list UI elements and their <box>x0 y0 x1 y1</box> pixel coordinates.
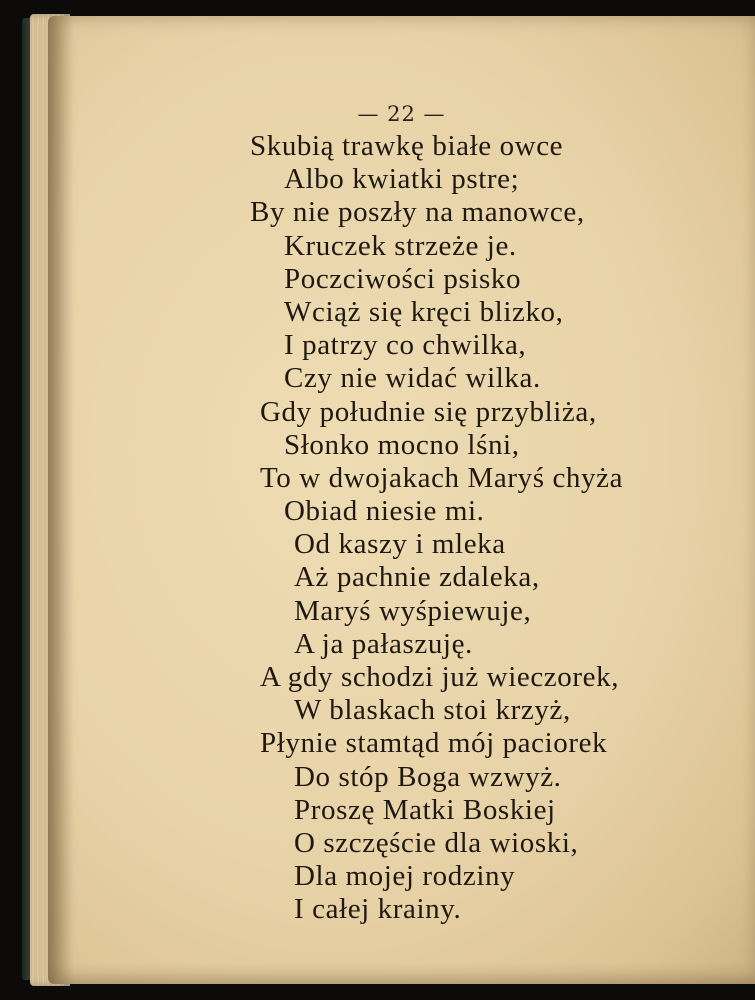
poem-line: Proszę Matki Boskiej <box>294 793 556 826</box>
poem-line: Słonko mocno lśni, <box>284 428 520 461</box>
poem-line: Skubią trawkę białe owce <box>250 130 564 162</box>
gutter-shadow <box>48 16 74 984</box>
poem-line: Kruczek strzeże je. <box>284 229 517 262</box>
page-number: — 22 — <box>357 102 446 126</box>
poem-line: A ja pałaszuję. <box>294 627 473 660</box>
poem-line: W blaskach stoi krzyż, <box>294 694 571 727</box>
poem-stanza <box>250 528 730 661</box>
poem-stanza <box>250 794 730 927</box>
poem-line: Gdy południe się przybliża, <box>260 395 597 428</box>
poem-line: Albo kwiatki pstre; <box>284 163 520 196</box>
poem-line: To w dwojakach Maryś chyża <box>260 461 624 494</box>
poem-line: I całej krainy. <box>294 893 462 926</box>
poem-stanza <box>250 263 730 396</box>
poem <box>250 130 730 927</box>
poem-line: O szczęście dla wioski, <box>294 826 579 859</box>
poem-stanza <box>250 661 730 794</box>
poem-line: A gdy schodzi już wieczorek, <box>260 661 620 693</box>
poem-line: By nie poszły na manowce, <box>250 196 585 229</box>
poem-line: Maryś wyśpiewuje, <box>294 594 532 627</box>
poem-stanza <box>250 130 730 263</box>
poem-line: Poczciwości psisko <box>284 262 522 295</box>
poem-line: Do stóp Boga wzwyż. <box>294 760 562 793</box>
poem-line: Płynie stamtąd mój paciorek <box>260 727 608 760</box>
poem-line: Obiad niesie mi. <box>284 495 485 528</box>
poem-line: Czy nie widać wilka. <box>284 362 541 395</box>
poem-line: Od kaszy i mleka <box>294 528 506 561</box>
poem-stanza <box>250 396 730 529</box>
poem-line: Dla mojej rodziny <box>294 860 516 893</box>
poem-line: I patrzy co chwilka, <box>284 329 527 362</box>
poem-line: Aż pachnie zdaleka, <box>294 561 540 594</box>
poem-line: Wciąż się kręci blizko, <box>284 295 564 328</box>
